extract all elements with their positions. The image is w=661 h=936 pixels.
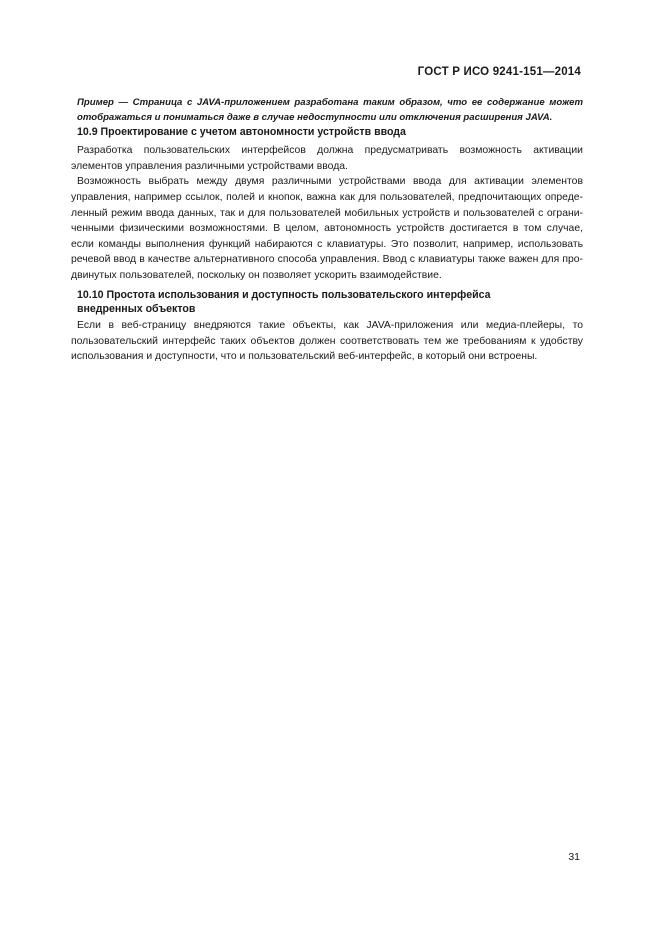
paragraph-line: Возможность выбрать между двумя различными устройствами ввода для активации элементов [77,176,583,188]
paragraph-line: ченными физическими возможностями. В целом, автономность устройств достигается в том случае, [71,223,583,235]
example-line: Пример — Страница с JAVA-приложением разработана таким образом, что ее содержание может [77,97,583,108]
section-heading: 10.9 Проектирование с учетом автономности устройств ввода [77,126,406,139]
paragraph-line: управления, например ссылок, полей и кнопок, важна как для пользователей, предпочитающих опреде- [71,191,583,203]
paragraph-line: двинутых пользователей, поскольку он позволяет ускорить взаимодействие. [71,269,442,281]
paragraph-line: использования и доступности, что и пользовательский веб-интерфейс, в который они встроены. [71,351,538,363]
paragraph-line: если команды выполнения функций набираются с клавиатуры. Это позволит, например, использовать [71,238,583,250]
page-number: 31 [568,851,580,863]
section-heading [77,288,583,318]
paragraph-line: Если в веб-страницу внедряются такие объекты, как JAVA-приложения или медиа-плейеры, то [77,320,583,332]
section-heading-line: 10.10 Простота использования и доступность пользовательского интерфейса [77,288,491,301]
standard-id-header: ГОСТ Р ИСО 9241-151—2014 [417,66,581,78]
section-10-10 [71,288,583,365]
example-line: отображаться и пониматься даже в случае недоступности или отключения расширения JAVA. [77,111,553,123]
paragraph [71,318,583,365]
section-10-9 [71,125,583,283]
paragraph-line: речевой ввод в качестве альтернативного способа управления. Ввод с клавиатуры также важен для про- [71,254,583,266]
paragraph-line: пользовательский интерфейс таких объектов должен соответствовать тем же требованиям к удобству [71,335,583,347]
section-heading-line: внедренных объектов [77,303,196,316]
paragraph [71,143,583,174]
example-note [77,96,583,125]
paragraph-line: ленный режим ввода данных, так и для пользователей мобильных устройств и пользователей с ограни- [71,207,583,219]
page-content [71,96,583,369]
paragraph-line: элементов управления различными устройствами ввода. [71,160,348,172]
paragraph-line: Разработка пользовательских интерфейсов должна предусматривать возможность активации [77,145,583,157]
paragraph [71,174,583,283]
